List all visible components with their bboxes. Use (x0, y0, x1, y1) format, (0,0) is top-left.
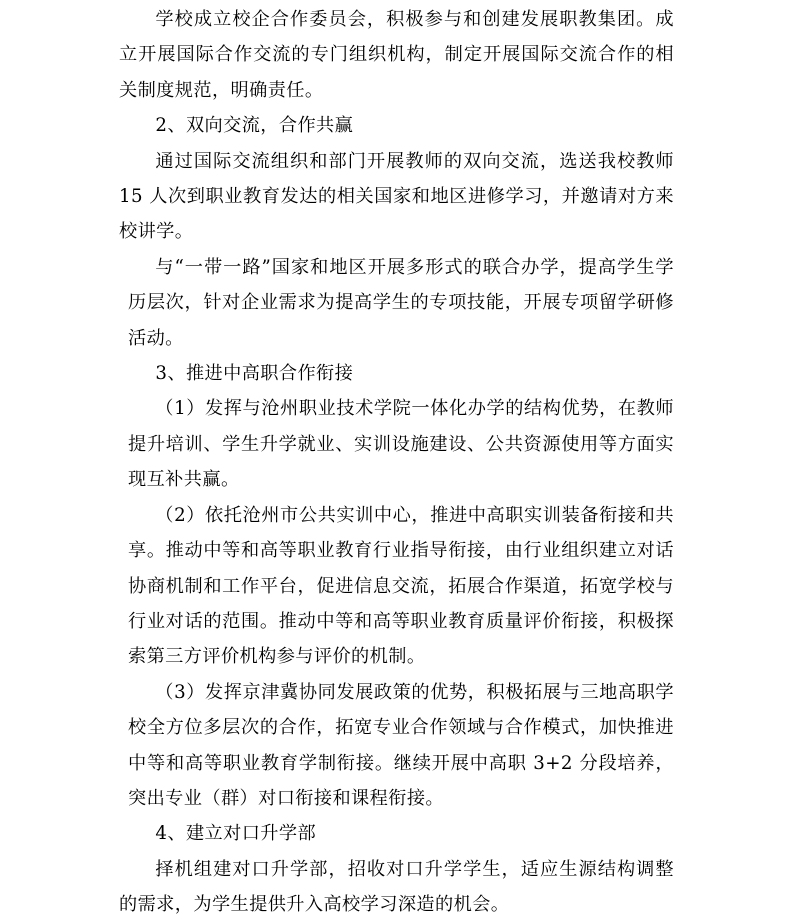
paragraph-belt-and-road: 与“一带一路”国家和地区开展多形式的联合办学，提高学生学历层次，针对企业需求为提高学生的专项技能，开展专项留学研修活动。 (128, 256, 674, 349)
paragraph-teacher-exchange: 通过国际交流组织和部门开展教师的双向交流，选送我校教师 15 人次到职业教育发达的相关国家和地区进修学习，并邀请对方来校讲学。 (119, 150, 674, 243)
paragraph-upgrade-department: 择机组建对口升学部，招收对口升学学生，适应生源结构调整的需求，为学生提供升入高校学习深造的机会。 (119, 858, 674, 916)
heading-two-way-exchange: 2、双向交流，合作共赢 (155, 115, 354, 137)
paragraph-item-1: （1）发挥与沧州职业技术学院一体化办学的结构优势，在教师提升培训、学生升学就业、实训设施建设、公共资源使用等方面实现互补共赢。 (128, 398, 674, 491)
paragraph-school-cooperation: 学校成立校企合作委员会，积极参与和创建发展职教集团。成立开展国际合作交流的专门组织机构，制定开展国际交流合作的相关制度规范，明确责任。 (119, 9, 674, 101)
paragraph-item-3: （3）发挥京津冀协同发展政策的优势，积极拓展与三地高职学校全方位多层次的合作，拓宽专业合作领域与合作模式，加快推进中等和高等职业教育学制衔接。继续开展中高职 3+2 分段培养，突出专业（群）对口衔接和课程衔接。 (128, 681, 674, 809)
heading-secondary-higher-link: 3、推进中高职合作衔接 (155, 363, 354, 385)
heading-upgrade-department: 4、建立对口升学部 (155, 823, 317, 845)
paragraph-item-2: （2）依托沧州市公共实训中心，推进中高职实训装备衔接和共享。推动中等和高等职业教育行业指导衔接，由行业组织建立对话协商机制和工作平台，促进信息交流，拓展合作渠道，拓宽学校与行业对话的范围。推动中等和高等职业教育质量评价衔接，积极探索第三方评价机构参与评价的机制。 (128, 504, 674, 668)
